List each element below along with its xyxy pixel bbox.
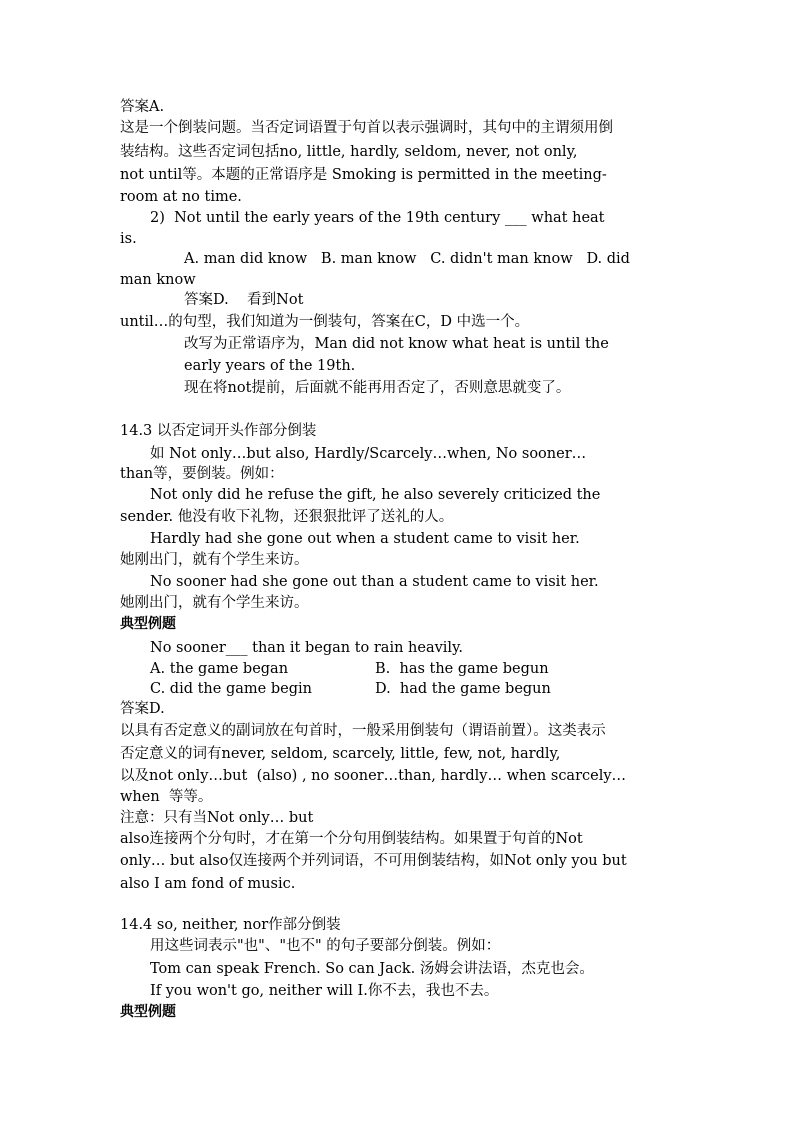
note-line: 注意：只有当Not only… but	[120, 810, 314, 826]
answer-label: 答案A.	[120, 99, 165, 115]
explanation-line: 改写为正常语序为，Man did not know what heat is until the	[184, 336, 609, 352]
example-line: If you won't go, neither will I.你不去，我也不去。	[150, 983, 499, 999]
paragraph-line: 这是一个倒装问题。当否定词语置于句首以表示强调时，其句中的主谓须用倒	[120, 120, 613, 136]
explanation-line: 以及not only…but (also) , no sooner…than, hardly… when scarcely…	[120, 768, 627, 784]
example-line: Not only did he refuse the gift, he also severely criticized the	[150, 487, 601, 503]
option-c: C. did the game begin	[150, 681, 312, 697]
paragraph-line: room at no time.	[120, 189, 242, 205]
question-line: 2) Not until the early years of the 19th century ___ what heat	[150, 210, 605, 226]
answer-label: 答案D.	[120, 701, 165, 717]
note-line: only… but also仅连接两个并列词语，不可用倒装结构，如Not only you but	[120, 853, 627, 869]
example-line: Tom can speak French. So can Jack. 汤姆会讲法语，杰克也会。	[150, 961, 594, 977]
section-title: 14.3 以否定词开头作部分倒装	[120, 423, 317, 439]
example-line: No sooner had she gone out than a student came to visit her.	[150, 574, 599, 590]
option-a: A. the game began	[150, 661, 289, 677]
explanation-line: until…的句型，我们知道为一倒装句，答案在C，D 中选一个。	[120, 314, 530, 330]
paragraph-line: not until等。本题的正常语序是 Smoking is permitted in the meeting-	[120, 167, 607, 183]
option-b: B. has the game begun	[375, 661, 549, 677]
explanation-line: 以具有否定意义的副词放在句首时，一般采用倒装句（谓语前置）。这类表示	[120, 723, 606, 739]
section-intro: than等，要倒装。例如：	[120, 466, 284, 482]
example-line: Hardly had she gone out when a student came to visit her.	[150, 531, 580, 547]
answer-label: 答案D. 看到Not	[184, 292, 304, 308]
options-line: man know	[120, 272, 196, 288]
question-line: No sooner___ than it began to rain heavily.	[150, 640, 463, 656]
example-line: sender. 他没有收下礼物，还狠狠批评了送礼的人。	[120, 509, 454, 525]
explanation-line: early years of the 19th.	[184, 358, 356, 374]
explanation-line: 现在将not提前，后面就不能再用否定了，否则意思就变了。	[184, 380, 571, 396]
note-line: also连接两个分句时，才在第一个分句用倒装结构。如果置于句首的Not	[120, 831, 583, 847]
section-intro: 如 Not only…but also, Hardly/Scarcely…when, No sooner…	[150, 446, 587, 462]
paragraph-line: 装结构。这些否定词包括no, little, hardly, seldom, never, not only,	[120, 144, 578, 160]
option-d: D. had the game begun	[375, 681, 551, 697]
explanation-line: 否定意义的词有never, seldom, scarcely, little, few, not, hardly,	[120, 746, 561, 762]
section-intro: 用这些词表示"也"、"也不" 的句子要部分倒装。例如：	[150, 938, 501, 954]
example-line: 她刚出门，就有个学生来访。	[120, 595, 309, 611]
options-line: A. man did know B. man know C. didn't man know D. did	[184, 251, 630, 267]
note-line: also I am fond of music.	[120, 876, 296, 892]
typical-example-heading: 典型例题	[120, 616, 176, 632]
explanation-line: when 等等。	[120, 789, 213, 805]
example-line: 她刚出门，就有个学生来访。	[120, 552, 309, 568]
question-line: is.	[120, 231, 137, 247]
typical-example-heading: 典型例题	[120, 1004, 176, 1020]
section-title: 14.4 so, neither, nor作部分倒装	[120, 917, 341, 933]
